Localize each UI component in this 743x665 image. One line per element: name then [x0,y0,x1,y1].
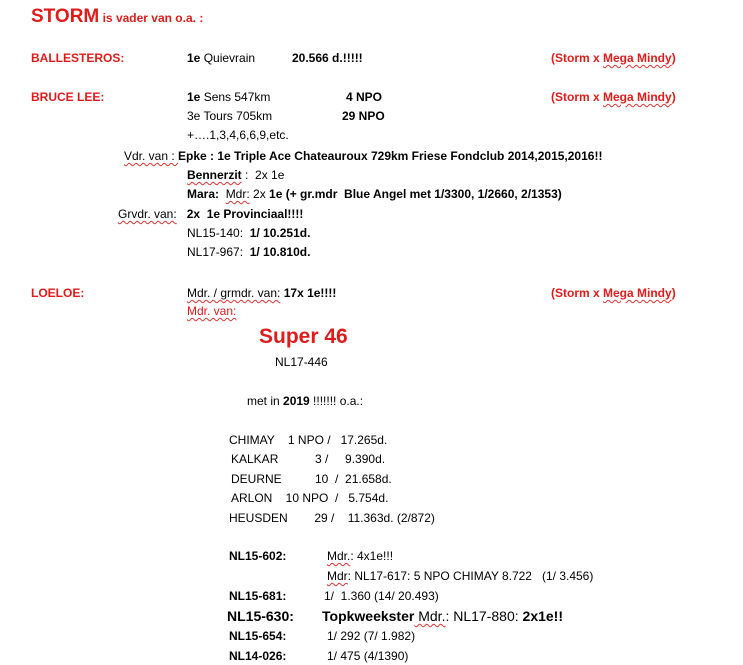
nl15-ring: NL15-140: [187,226,244,240]
nl17-ring: NL17-967: [187,245,244,259]
bennerzit-rest: : 2x 1e [241,168,285,182]
offspring-4-mdr: Mdr. [414,608,446,624]
offspring-text-3: 1/ 1.360 (14/ 20.493) [324,589,439,603]
met-b: !!!!!!! o.a.: [309,394,364,408]
nl17-val: 1/ 10.810d. [249,245,311,259]
super-result-deurne: DEURNE 10 / 21.658d. [231,472,392,486]
ballesteros-race: Quievrain [200,51,256,65]
brucelee-grvdr [118,207,303,221]
brucelee-parents: (Storm x Mega Mindy) [551,90,676,104]
offspring-ring-1: NL15-602: [229,549,287,563]
offspring-text-6: 1/ 475 (4/1390) [327,649,409,663]
offspring-ring-3: NL15-681: [229,589,287,603]
met-a: met in [247,394,284,408]
brucelee-nl15 [187,226,310,240]
super-name: Super 46 [259,325,348,348]
ballesteros-rank: 1e [187,51,201,65]
mara-rest1: 2x [249,187,270,201]
vdr-prefix: Vdr. van : [124,149,179,163]
loeloe-mdr-2: Mdr. van: [187,304,237,318]
mara-mdr: Mdr: [225,187,250,201]
loeloe-parents: (Storm x Mega Mindy) [551,286,676,300]
brucelee-npo-2: 29 NPO [342,109,385,123]
super-result-kalkar: KALKAR 3 / 9.390d. [231,452,386,466]
brucelee-more: +….1,3,4,6,6,9,etc. [187,128,289,142]
ballesteros-result [187,51,255,65]
offspring-ring-6: NL14-026: [229,649,287,663]
title-name: STORM [31,6,100,27]
brucelee-rank-1: 1e [187,90,201,104]
brucelee-bennerzit [187,168,284,182]
bennerzit-name: Bennerzit [187,168,242,182]
ballesteros-distance: 20.566 d.!!!!! [292,51,363,65]
loeloe-mdr-label: Mdr. / grmdr. van: [187,286,281,300]
offspring-ring-4: NL15-630: [227,608,294,624]
brucelee-result-1 [187,90,270,104]
brucelee-nl17 [187,245,310,259]
loeloe-name: LOELOE: [31,286,85,300]
ballesteros-parents: (Storm x Mega Mindy) [551,51,676,65]
title [31,6,203,29]
offspring-text-4 [322,608,563,624]
nl15-val: 1/ 10.251d. [249,226,311,240]
super-met [247,394,363,408]
title-rest: is vader van o.a. : [99,11,204,25]
brucelee-race-2: 3e Tours 705km [187,109,273,123]
offspring-text-2: Mdr: NL17-617: 5 NPO CHIMAY 8.722 (1/ 3.456) [327,569,594,583]
offspring-4-rest: : NL17-880: [445,608,523,624]
super-ring: NL17-446 [275,355,328,369]
brucelee-mara [187,187,562,201]
offspring-text-1: Mdr.: 4x1e!!! [327,549,394,563]
brucelee-name: BRUCE LEE: [31,90,105,104]
grvdr-label: Grvdr. van: [118,207,177,221]
topkweekster: Topkweekster [322,608,415,624]
super-result-heusden: HEUSDEN 29 / 11.363d. (2/872) [229,511,435,525]
loeloe-mdr-1 [187,286,336,300]
mara-rest2: 1e (+ gr.mdr Blue Angel met 1/3300, 1/2660, 2/1353) [269,187,562,201]
met-year: 2019 [283,394,310,408]
mara-label: Mara: [187,187,220,201]
offspring-ring-5: NL15-654: [229,629,287,643]
brucelee-race-1: Sens 547km [200,90,271,104]
super-result-chimay: CHIMAY 1 NPO / 17.265d. [229,433,388,447]
loeloe-mdr-value: 17x 1e!!!! [283,286,337,300]
brucelee-npo-1: 4 NPO [346,90,383,104]
offspring-4-end: 2x1e!! [522,608,563,624]
super-result-arlon: ARLON 10 NPO / 5.754d. [231,491,389,505]
grvdr-rest: 2x 1e Provinciaal!!!! [186,207,304,221]
ballesteros-name: BALLESTEROS: [31,51,125,65]
offspring-text-5: 1/ 292 (7/ 1.982) [327,629,416,643]
brucelee-vdr [124,149,602,163]
vdr-text: Epke : 1e Triple Ace Chateauroux 729km Friese Fondclub 2014,2015,2016!! [178,149,603,163]
